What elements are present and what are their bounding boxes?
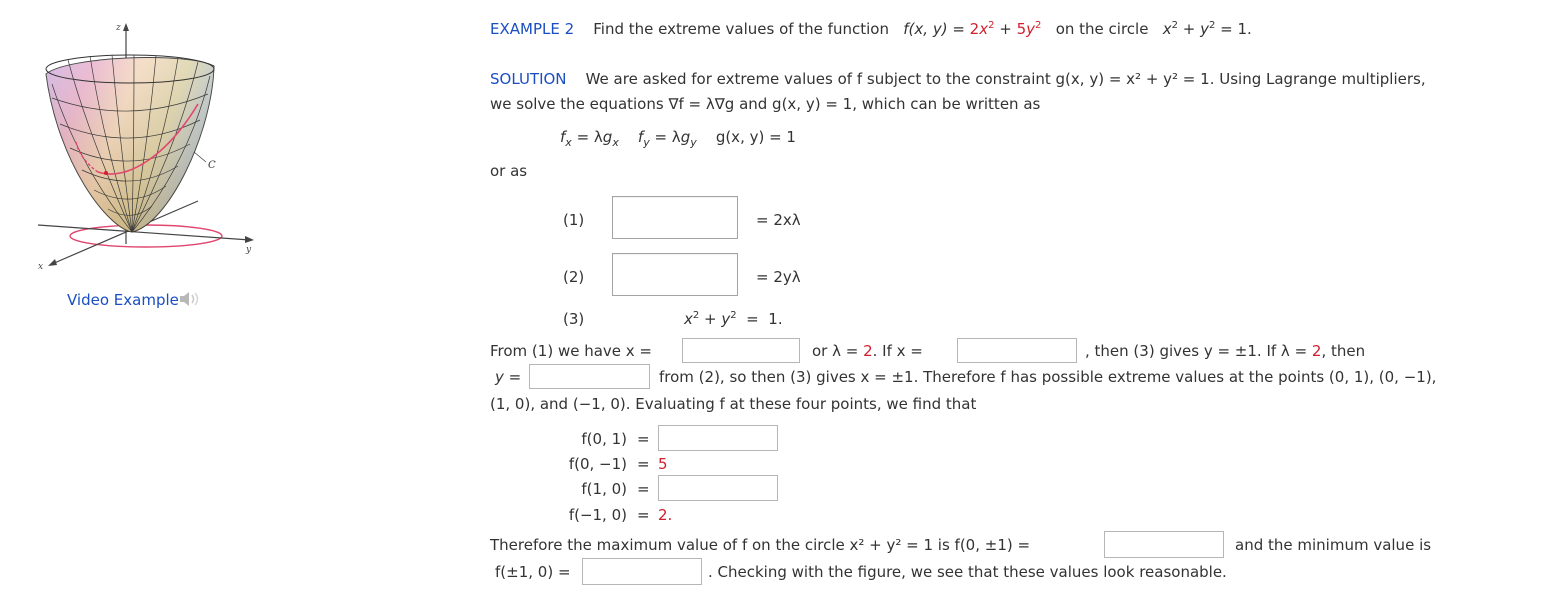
x-has-input[interactable] bbox=[682, 338, 800, 363]
conclusion-end: . Checking with the figure, we see that these values look reasonable. bbox=[708, 563, 1227, 581]
z-axis-arrow bbox=[123, 23, 129, 31]
max-value-input[interactable] bbox=[1104, 531, 1224, 558]
from1-then bbox=[1085, 342, 1365, 360]
eval-row-lhs: f(−1, 0) bbox=[568, 506, 627, 524]
from1-then-text: , then (3) gives y = ±1. If λ = bbox=[1085, 342, 1312, 360]
eval-row-equals: = bbox=[637, 506, 650, 524]
curve-label: C bbox=[208, 160, 216, 171]
eval-row-answer-input[interactable] bbox=[658, 425, 778, 451]
eval-row-equals: = bbox=[637, 455, 650, 473]
eq2-rhs: = 2yλ bbox=[756, 268, 801, 286]
example-text: Find the extreme values of the function bbox=[593, 20, 889, 38]
from1-lambda-value-2: 2 bbox=[1311, 342, 1322, 360]
from1-lambda-value: 2 bbox=[863, 342, 873, 360]
conclusion-f: f(±1, 0) = bbox=[495, 563, 571, 581]
from3-text: (1, 0), and (−1, 0). Evaluating f at these four points, we find that bbox=[490, 395, 977, 413]
eq3-body: $x^2 + y^2 = 1$. bbox=[684, 310, 783, 328]
min-value-input[interactable] bbox=[582, 558, 702, 585]
from2-y: y = bbox=[495, 368, 522, 386]
or-as-text: or as bbox=[490, 162, 528, 180]
paraboloid-figure bbox=[28, 14, 268, 276]
example-label: EXAMPLE 2 bbox=[490, 20, 575, 38]
eval-row-value: 5 bbox=[658, 455, 668, 473]
z-axis-label: z bbox=[116, 23, 121, 33]
solution-label: SOLUTION bbox=[490, 70, 567, 88]
eq1-rhs: = 2xλ bbox=[756, 211, 801, 229]
solution-line-2: we solve the equations ∇f = λ∇g and g(x, y) = 1, which can be written as bbox=[490, 95, 1041, 113]
example-on: on the circle bbox=[1055, 20, 1149, 38]
eval-row-lhs: f(1, 0) bbox=[581, 480, 627, 498]
eval-row-equals: = bbox=[637, 480, 650, 498]
y-value-input[interactable] bbox=[529, 364, 650, 389]
eval-row-lhs: f(0, −1) bbox=[568, 455, 627, 473]
from2-text: from (2), so then (3) gives x = ±1. Therefore f has possible extreme values at the points (0, 1), (0, −1), bbox=[659, 368, 1437, 386]
constraint-point bbox=[104, 171, 108, 175]
speaker-icon bbox=[179, 291, 205, 307]
eq2-answer-input[interactable] bbox=[612, 253, 738, 296]
from1-if: . If x = bbox=[872, 342, 923, 360]
video-example-label: Video Example bbox=[67, 291, 179, 309]
from1-or-lambda bbox=[812, 342, 923, 360]
eq1-answer-input[interactable] bbox=[612, 196, 738, 239]
x-axis-label: x bbox=[38, 262, 44, 272]
y-axis-arrow bbox=[245, 236, 254, 243]
video-example-link[interactable] bbox=[67, 291, 205, 309]
conclusion-min: and the minimum value is bbox=[1235, 536, 1432, 554]
from1-or: or λ = bbox=[812, 342, 864, 360]
eq-g: g(x, y) = 1 bbox=[715, 128, 796, 146]
eval-row-value: 2. bbox=[658, 506, 673, 524]
eval-row-lhs: f(0, 1) bbox=[581, 430, 627, 448]
solution-line-1 bbox=[490, 70, 1426, 88]
if-x-input[interactable] bbox=[957, 338, 1077, 363]
conclusion-pre: Therefore the maximum value of f on the circle x² + y² = 1 is f(0, ±1) = bbox=[490, 536, 1031, 554]
from1-then2: , then bbox=[1321, 342, 1366, 360]
y-axis-label: y bbox=[246, 245, 252, 255]
curve-label-leader bbox=[194, 152, 206, 162]
x-axis-arrow bbox=[48, 259, 57, 266]
example-header: EXAMPLE 2 Find the extreme values of the function f(x, $y) = 2x^2 + 5y^2$ on the circle $x^2 + y^2 = 1$. bbox=[490, 20, 1252, 38]
eq3-number: (3) bbox=[563, 310, 585, 328]
eq1-number: (1) bbox=[563, 211, 585, 229]
example-fn-lhs: f(x, y) = bbox=[903, 20, 970, 38]
eval-row-answer-input[interactable] bbox=[658, 475, 778, 501]
eq2-number: (2) bbox=[563, 268, 585, 286]
equations-fx-fy-g: $f_x = \lambda g_x$ $f_y = \lambda g_y$ g(x, y) = 1 bbox=[560, 128, 796, 149]
eval-row-equals: = bbox=[637, 430, 650, 448]
solution-text-1: We are asked for extreme values of f subject to the constraint g(x, y) = x² + y² = 1. Using Lagrange multipliers, bbox=[585, 70, 1426, 88]
from1-pre: From (1) we have x = bbox=[490, 342, 652, 360]
